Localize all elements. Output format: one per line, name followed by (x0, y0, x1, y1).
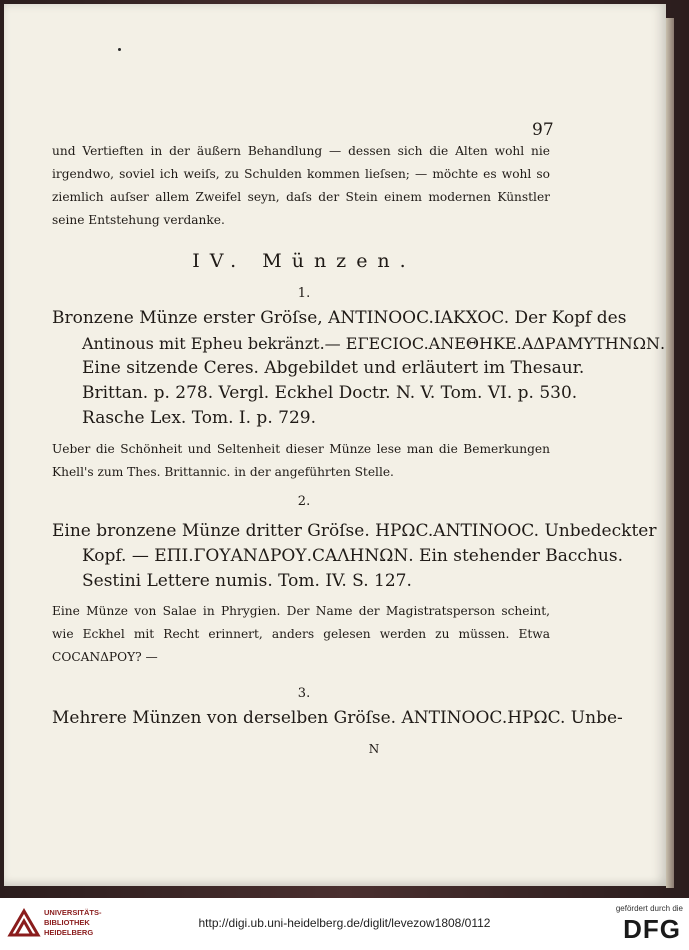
coin-entry-1 (52, 306, 666, 431)
entry-line: Rasche Lex. Tom. I. p. 729. (82, 408, 316, 428)
entry-line: Eine bronzene Münze dritter Gröſse. ΗΡΩC.ΑΝΤΙΝΟΟC. Unbedeckter (52, 521, 657, 541)
entry-line: Sestini Lettere numis. Tom. IV. S. 127. (82, 571, 412, 591)
library-name-line: BIBLIOTHEK (44, 918, 90, 927)
intro-line: seine Entstehung verdanke. (52, 213, 225, 227)
entry-line: Eine sitzende Ceres. Abgebildet und erläutert im Thesaur. (82, 358, 585, 378)
book-page (4, 4, 666, 886)
note-line: Khell's zum Thes. Brittannic. in der angeführten Stelle. (52, 465, 394, 479)
specks (118, 48, 121, 51)
permalink-url[interactable]: http://digi.ub.uni-heidelberg.de/diglit/levezow1808/0112 (198, 916, 491, 930)
coin-entry-2 (52, 519, 657, 594)
sponsor-caption: gefördert durch die (615, 904, 683, 913)
note-line: Eine Münze von Salae in Phrygien. Der Name der Magistratsperson scheint, (52, 604, 550, 618)
intro-line: und Vertieften in der äußern Behandlung — dessen sich die Alten wohl nie (52, 144, 550, 158)
entry-line: Brittan. p. 278. Vergl. Eckhel Doctr. N. V. Tom. VI. p. 530. (82, 383, 578, 403)
entry-line: Bronzene Münze erster Gröſse, ANTINOOC.IAKXOC. Der Kopf des (52, 308, 627, 328)
coin-note-1 (52, 438, 550, 484)
intro-paragraph (52, 140, 550, 232)
dfg-logo[interactable]: DFG (623, 914, 681, 944)
entry-line: Kopf. — ΕΠΙ.ΓΟΥΑΝΔΡΟΥ.CΑΛΗΝΩΝ. Ein stehender Bacchus. (82, 546, 623, 566)
note-line: wie Eckhel mit Recht erinnert, anders gelesen werden zu müssen. Etwa (52, 627, 550, 641)
section-number-1: 1. (297, 286, 311, 301)
section-number-3: 3. (297, 686, 311, 701)
entry-line: Mehrere Münzen von derselben Gröſse. ANTINOOC.ΗΡΩC. Unbe- (52, 708, 623, 728)
viewer-footer (0, 898, 689, 950)
entry-line: Antinous mit Epheu bekränzt.— ΕΓΕCΙΟC.ΑΝΕΘΗΚΕ.ΑΔΡΑΜΥΤΗΝΩΝ. (82, 334, 666, 353)
signature-mark: N (368, 742, 380, 756)
page-number: 97 (532, 120, 554, 140)
intro-line: ziemlich auſser allem Zweifel seyn, daſs der Stein einem modernen Künstler (52, 190, 550, 204)
coin-note-2 (52, 600, 550, 669)
library-name-line: UNIVERSITÄTS- (44, 908, 102, 917)
intro-line: irgendwo, soviel ich weiſs, zu Schulden kommen lieſsen; — möchte es wohl so (52, 167, 550, 181)
note-line: Ueber die Schönheit und Seltenheit dieser Münze lese man die Bemerkungen (52, 442, 550, 456)
page-edge (666, 18, 674, 888)
section-number-2: 2. (297, 494, 311, 509)
section-heading: IV. Münzen. (192, 250, 416, 272)
library-name-line: HEIDELBERG (44, 928, 94, 937)
coin-entry-3 (52, 706, 623, 731)
note-line: COCΑΝΔΡΟΥ? — (52, 650, 158, 664)
